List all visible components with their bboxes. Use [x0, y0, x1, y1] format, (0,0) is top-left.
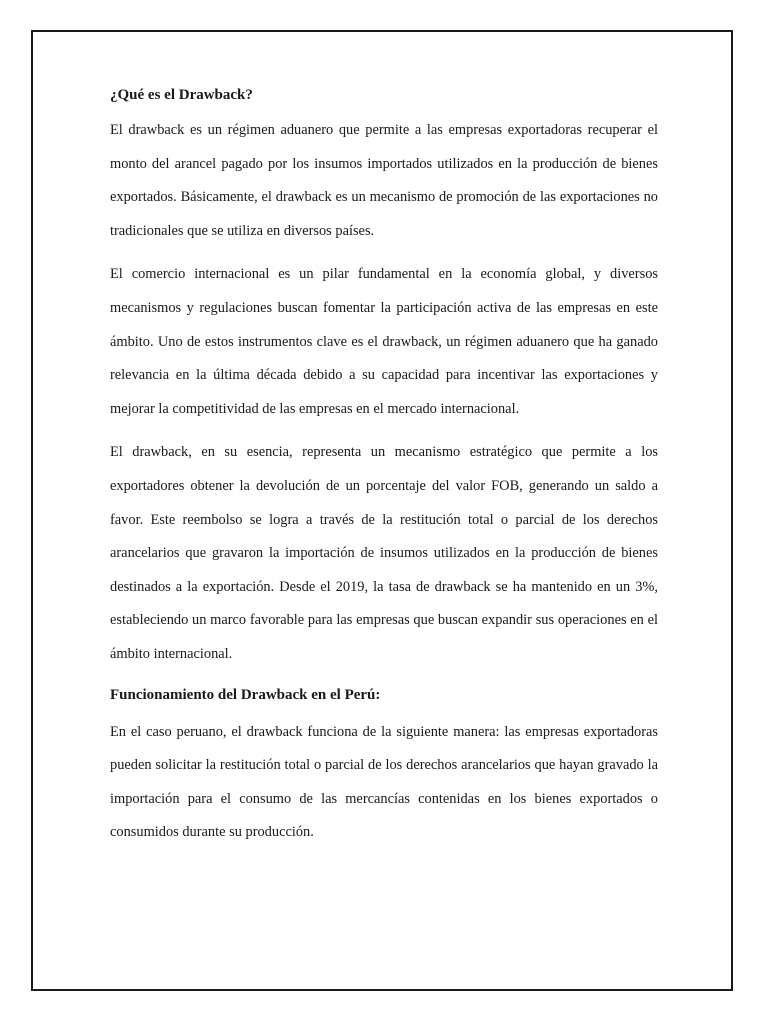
section-heading-what-is-drawback: ¿Qué es el Drawback?	[110, 87, 253, 103]
paragraph-definition: El drawback es un régimen aduanero que permite a las empresas exportadoras recuperar el monto del arancel pagado por los insumos importados utilizados en la producción de bienes exportados. Básicamente, el drawback es un mecanismo de promoción de las exportaciones no tradicionales que se utiliza en diversos países.	[110, 122, 658, 239]
document-body	[110, 82, 658, 860]
paragraph-international-trade: El comercio internacional es un pilar fundamental en la economía global, y diversos mecanismos y regulaciones buscan fomentar la participación activa de las empresas en este ámbito. Uno de estos instrumentos clave es el drawback, un régimen aduanero que ha ganado relevancia en la última década debido a su capacidad para incentivar las exportaciones y mejorar la competitividad de las empresas en el mercado internacional.	[110, 266, 658, 417]
section-heading-drawback-peru: Funcionamiento del Drawback en el Perú:	[110, 686, 381, 703]
paragraph-strategic-mechanism: El drawback, en su esencia, representa un mecanismo estratégico que permite a los exportadores obtener la devolución de un porcentaje del valor FOB, generando un saldo a favor. Este reembolso se logra a través de la restitución total o parcial de los derechos arancelarios que gravaron la importación de insumos utilizados en la producción de bienes destinados a la exportación. Desde el 2019, la tasa de drawback se ha mantenido en un 3%, estableciendo un marco favorable para las empresas que buscan expandir sus operaciones en el ámbito internacional.	[110, 444, 658, 662]
paragraph-peru-case: En el caso peruano, el drawback funciona de la siguiente manera: las empresas exportadoras pueden solicitar la restitución total o parcial de los derechos arancelarios que hayan gravado la importación para el consumo de las mercancías contenidas en los bienes exportados o consumidos durante su producción.	[110, 723, 658, 841]
